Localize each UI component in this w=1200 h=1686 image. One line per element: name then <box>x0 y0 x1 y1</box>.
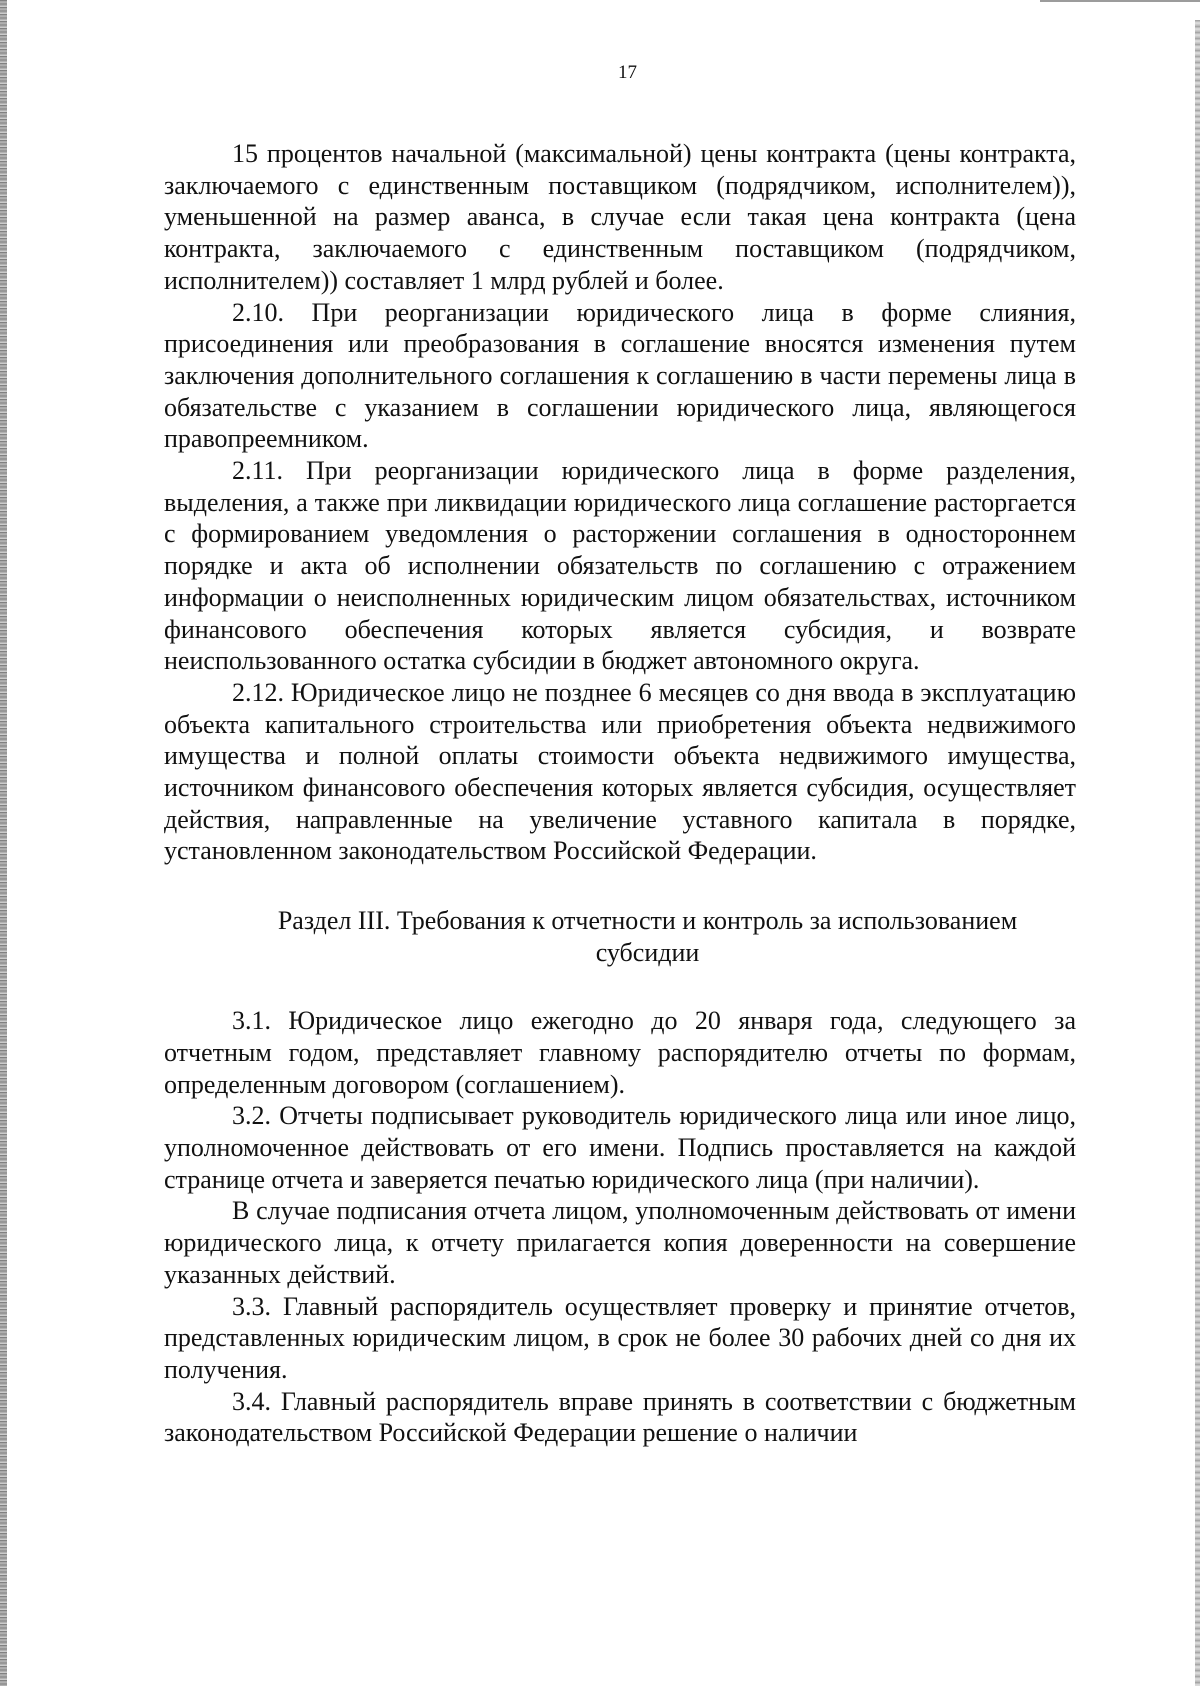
paragraph-3-1: 3.1. Юридическое лицо ежегодно до 20 января года, следующего за отчетным годом, представляет главному распорядителю отчеты по формам, определенным договором (соглашением). <box>164 1006 1076 1099</box>
paragraph-power-of-attorney: В случае подписания отчета лицом, уполномоченным действовать от имени юридического лица, к отчету прилагается копия доверенности на совершение указанных действий. <box>164 1196 1076 1289</box>
paragraph-2-11: 2.11. При реорганизации юридического лица в форме разделения, выделения, а также при ликвидации юридического лица соглашение расторгается с формированием уведомления о расторжении соглашения в одностороннем порядке и акта об исполнении обязательств по соглашению с отражением информации о неисполненных юридическим лицом обязательствах, источником финансового обеспечения которых является субсидия, и возврате неиспользованного остатка субсидии в бюджет автономного округа. <box>164 456 1076 676</box>
section-title: Раздел III. Требования к отчетности и контроль за использованием субсидии <box>277 906 1018 968</box>
paragraph-3-2: 3.2. Отчеты подписывает руководитель юридического лица или иное лицо, уполномоченное действовать от его имени. Подпись проставляется на каждой странице отчета и заверяется печатью юридического лица (при наличии). <box>164 1101 1076 1194</box>
page-number: 17 <box>618 62 637 83</box>
scan-edge-left <box>0 0 7 1686</box>
paragraph-3-4: 3.4. Главный распорядитель вправе принять в соответствии с бюджетным законодательством Российской Федерации решение о наличии <box>164 1386 1076 1448</box>
document-body <box>164 138 1076 1449</box>
paragraph-2-12: 2.12. Юридическое лицо не позднее 6 месяцев со дня ввода в эксплуатацию объекта капитального строительства или приобретения объекта недвижимого имущества и полной оплаты стоимости объекта недвижимого имущества, источником финансового обеспечения которых является субсидия, осуществляет действия, направленные на увеличение уставного капитала в порядке, установленном законодательством Российской Федерации. <box>164 677 1076 866</box>
paragraph-contract-price: 15 процентов начальной (максимальной) цены контракта (цены контракта, заключаемого с единственным поставщиком (подрядчиком, исполнителем)), уменьшенной на размер аванса, в случае если такая цена контракта (цена контракта, заключаемого с единственным поставщиком (подрядчиком, исполнителем)) составляет 1 млрд рублей и более. <box>164 139 1076 295</box>
paragraph-2-10: 2.10. При реорганизации юридического лица в форме слияния, присоединения или преобразования в соглашение вносятся изменения путем заключения дополнительного соглашения к соглашению в части перемены лица в обязательстве с указанием в соглашении юридического лица, являющегося правопреемником. <box>164 297 1076 454</box>
scan-edge-right <box>1195 20 1200 1686</box>
paragraph-3-3: 3.3. Главный распорядитель осуществляет проверку и принятие отчетов, представленных юридическим лицом, в срок не более 30 рабочих дней со дня их получения. <box>164 1291 1076 1384</box>
scan-edge-top <box>1040 0 1200 2</box>
